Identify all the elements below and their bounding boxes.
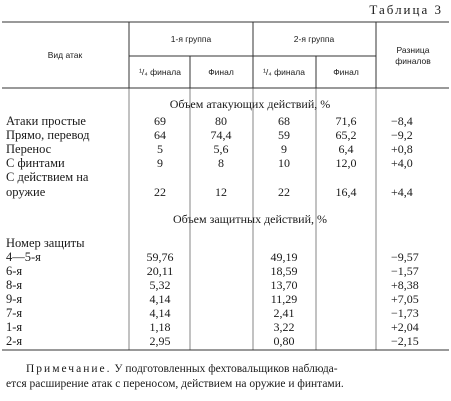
g1-final-value: 5,6: [213, 142, 229, 156]
g1-final-value: 8: [218, 156, 224, 170]
g2-final-value: 65,2: [335, 128, 357, 142]
row-label: 6-я: [6, 264, 23, 278]
difference-value: −1,57: [391, 264, 419, 278]
g2-quarter-final-value: 18,59: [270, 264, 298, 278]
header-group1: 1-я группа: [170, 34, 212, 44]
g2-quarter-final-value: 3,22: [273, 320, 295, 334]
g2-final-value: 71,6: [335, 114, 357, 128]
difference-value: +0,8: [391, 142, 413, 156]
g2-quarter-final-value: 9: [281, 142, 287, 156]
table-title: Таблица 3: [369, 2, 443, 17]
g1-quarter-final-value: 69: [154, 114, 166, 128]
row-label: 9-я: [6, 292, 23, 306]
difference-value: +7,05: [391, 292, 419, 306]
header-g1-quarter-final: ¹/₄ финала: [139, 67, 181, 77]
g2-quarter-final-value: 10: [278, 156, 290, 170]
header-g2-quarter-final: ¹/₄ финала: [263, 67, 305, 77]
note-text-1: У подготовленных фехтовальщиков наблюда-: [114, 363, 338, 375]
g1-final-value: 12: [215, 185, 227, 199]
g2-final-value: 16,4: [335, 185, 357, 199]
row-label: 7-я: [6, 306, 23, 320]
header-group2: 2-я группа: [293, 34, 335, 44]
section-defense-title: Объем защитных действий, %: [173, 212, 327, 226]
row-label: 2-я: [6, 334, 23, 348]
g2-quarter-final-value: 22: [278, 185, 290, 199]
g2-quarter-final-value: 49,19: [270, 250, 298, 264]
difference-value: −8,4: [391, 114, 413, 128]
difference-value: −2,15: [391, 334, 419, 348]
g1-final-value: 80: [215, 114, 227, 128]
g2-quarter-final-value: 68: [278, 114, 290, 128]
g1-quarter-final-value: 5: [157, 142, 163, 156]
difference-value: +4,0: [391, 156, 413, 170]
g2-final-value: 12,0: [335, 156, 357, 170]
difference-value: −9,57: [391, 250, 419, 264]
note-line-2: ется расширение атак с переносом, действием на оружие и финтами.: [6, 378, 344, 390]
g1-quarter-final-value: 2,95: [149, 334, 171, 348]
g1-quarter-final-value: 4,14: [149, 306, 171, 320]
difference-value: +8,38: [391, 278, 419, 292]
note-head: Примечание.: [26, 363, 112, 375]
g2-quarter-final-value: 13,70: [270, 278, 298, 292]
g2-quarter-final-value: 59: [278, 128, 290, 142]
g2-quarter-final-value: 0,80: [273, 334, 295, 348]
difference-value: +2,04: [391, 320, 419, 334]
row-label: Перенос: [6, 142, 52, 156]
row-label-line-1: С действием на: [6, 170, 89, 184]
row-label: 1-я: [6, 320, 23, 334]
header-g2-final: Финал: [333, 67, 359, 77]
table-note: [6, 362, 446, 392]
header-g1-final: Финал: [208, 67, 234, 77]
g1-quarter-final-value: 20,11: [146, 264, 174, 278]
difference-value: −9,2: [391, 128, 413, 142]
row-label: Атаки простые: [6, 114, 86, 128]
g1-quarter-final-value: 1,18: [149, 320, 171, 334]
note-line-1: [6, 362, 446, 377]
g1-quarter-final-value: 22: [154, 185, 166, 199]
difference-value: −1,73: [391, 306, 419, 320]
row-label: Прямо, перевод: [6, 128, 90, 142]
header-difference-1: Разница: [396, 45, 430, 55]
row-label: 8-я: [6, 278, 23, 292]
g1-quarter-final-value: 4,14: [149, 292, 171, 306]
g2-quarter-final-value: 2,41: [273, 306, 295, 320]
g1-quarter-final-value: 5,32: [149, 278, 171, 292]
header-difference-2: финалов: [395, 56, 431, 66]
g2-quarter-final-value: 11,29: [270, 292, 298, 306]
row-label: С финтами: [6, 156, 65, 170]
row-label-line-2: оружие: [6, 185, 46, 199]
section-attack-title: Объем атакующих действий, %: [169, 97, 331, 111]
header-type: Вид атак: [47, 50, 83, 60]
g1-final-value: 74,4: [210, 128, 232, 142]
g1-quarter-final-value: 64: [154, 128, 166, 142]
row-label: 4—5-я: [6, 250, 41, 264]
g1-quarter-final-value: 9: [157, 156, 163, 170]
g1-quarter-final-value: 59,76: [146, 250, 174, 264]
defense-subheading: Номер защиты: [6, 236, 85, 250]
difference-value: +4,4: [391, 185, 413, 199]
g2-final-value: 6,4: [338, 142, 354, 156]
